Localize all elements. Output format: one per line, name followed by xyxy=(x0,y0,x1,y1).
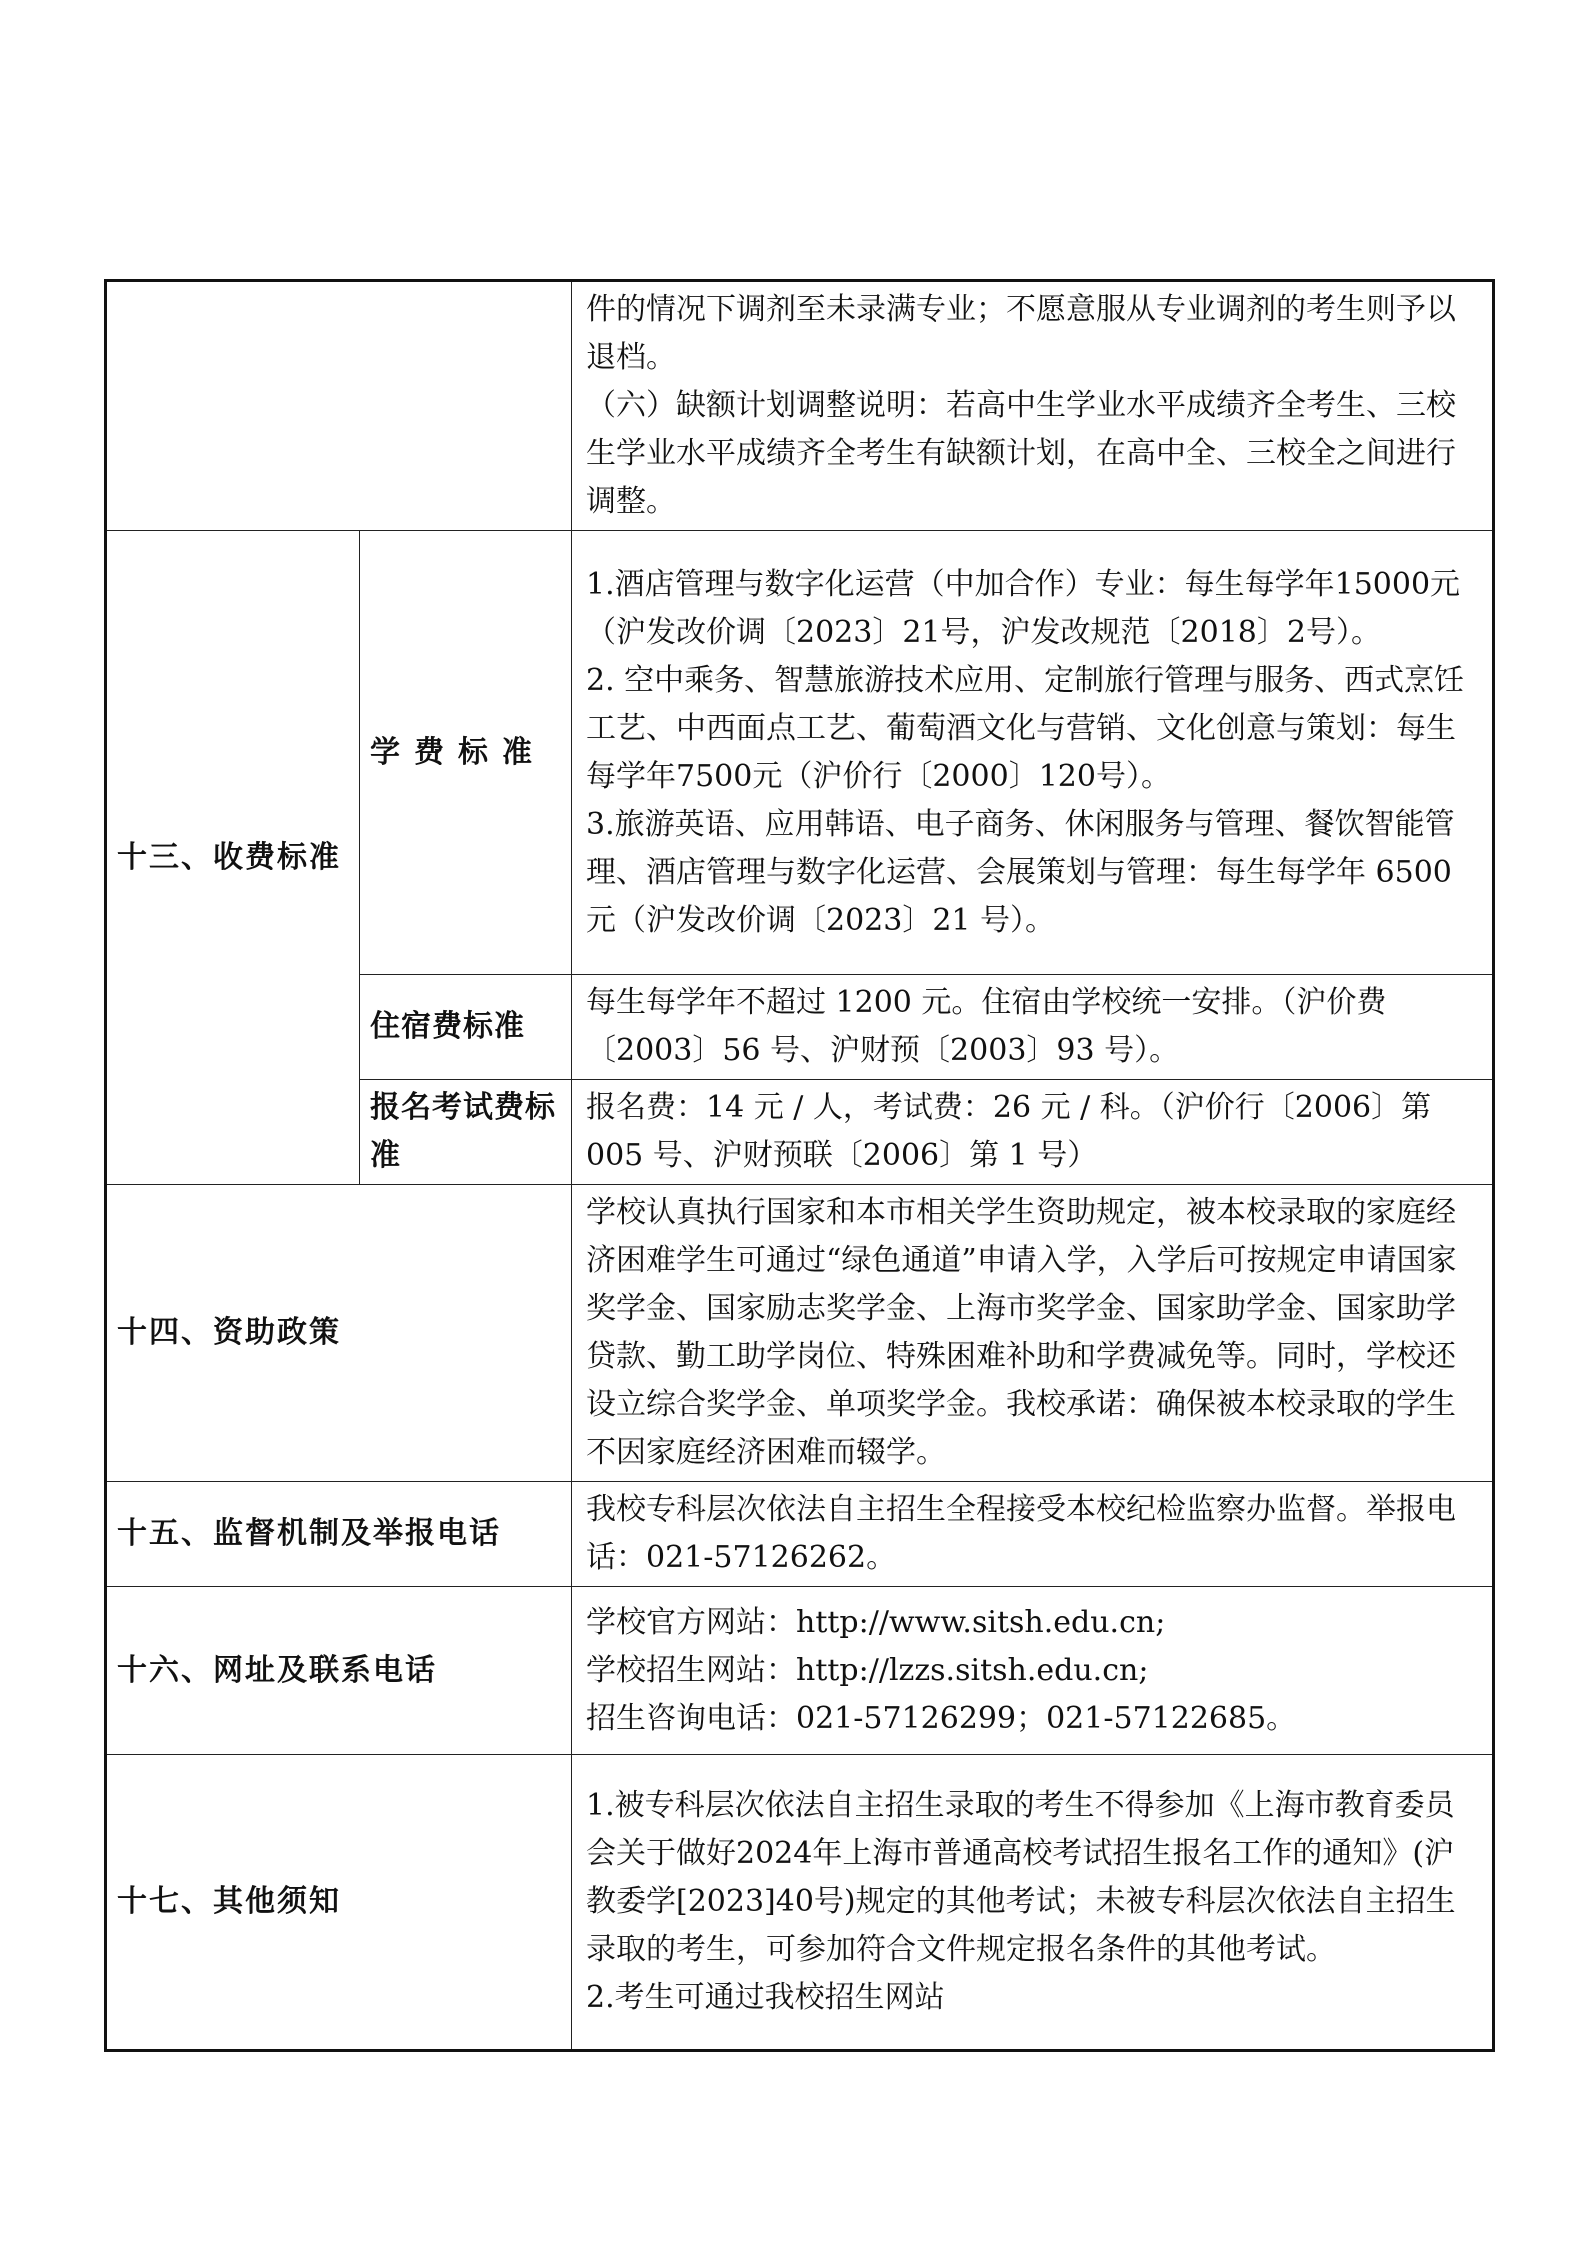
other-notes-content xyxy=(572,1755,1494,2051)
exam-fee-label: 报名考试费标准 xyxy=(360,1080,572,1185)
tuition-content xyxy=(572,531,1494,975)
section-title-supervision: 十五、监督机制及举报电话 xyxy=(106,1482,572,1587)
contact-content xyxy=(572,1587,1494,1755)
financial-aid-content: 学校认真执行国家和本市相关学生资助规定，被本校录取的家庭经济困难学生可通过“绿色通道”申请入学，入学后可按规定申请国家奖学金、国家励志奖学金、上海市奖学金、国家助学金、国家助学贷款、勤工助学岗位、特殊困难补助和学费减免等。同时，学校还设立综合奖学金、单项奖学金。我校承诺：确保被本校录取的学生不因家庭经济困难而辍学。 xyxy=(572,1185,1494,1482)
admissions-website-line: 学校招生网站：http://lzzs.sitsh.edu.cn; xyxy=(586,1652,1149,1688)
supervision-content: 我校专科层次依法自主招生全程接受本校纪检监察办监督。举报电话：021-57126262。 xyxy=(572,1482,1494,1587)
tuition-item-2: 2. 空中乘务、智慧旅游技术应用、定制旅行管理与服务、西式烹饪工艺、中西面点工艺、葡萄酒文化与营销、文化创意与策划：每生每学年7500元（沪价行〔2000〕120号）。 xyxy=(586,662,1465,794)
row-contact xyxy=(106,1587,1494,1755)
lodging-label: 住宿费标准 xyxy=(360,975,572,1080)
row-supervision xyxy=(106,1482,1494,1587)
row-financial-aid xyxy=(106,1185,1494,1482)
tuition-label: 学费标准 xyxy=(360,531,572,975)
admissions-phone-line: 招生咨询电话：021-57126299；021-57122685。 xyxy=(586,1700,1297,1736)
section-title-contact: 十六、网址及联系电话 xyxy=(106,1587,572,1755)
exam-fee-content: 报名费：14 元 / 人，考试费：26 元 / 科。（沪价行〔2006〕第 005 号、沪财预联〔2006〕第 1 号） xyxy=(572,1080,1494,1185)
lodging-content: 每生每学年不超过 1200 元。住宿由学校统一安排。（沪价费〔2003〕56 号、沪财预〔2003〕93 号）。 xyxy=(572,975,1494,1080)
empty-section-cell xyxy=(106,281,572,531)
tuition-item-1: 1.酒店管理与数字化运营（中加合作）专业：每生每学年15000元（沪发改价调〔2023〕21号，沪发改规范〔2018〕2号）。 xyxy=(586,566,1461,650)
row-continuation xyxy=(106,281,1494,531)
continuation-paragraph-1: 件的情况下调剂至未录满专业；不愿意服从专业调剂的考生则予以退档。 xyxy=(586,292,1456,375)
official-website-line: 学校官方网站：http://www.sitsh.edu.cn; xyxy=(586,1604,1166,1640)
row-fees-tuition xyxy=(106,531,1494,975)
other-notes-item-1: 1.被专科层次依法自主招生录取的考生不得参加《上海市教育委员会关于做好2024年上海市普通高校考试招生报名工作的通知》(沪教委学[2023]40号)规定的其他考试；未被专科层次依法自主招生录取的考生，可参加符合文件规定报名条件的其他考试。 xyxy=(586,1788,1456,1967)
continuation-content xyxy=(572,281,1494,531)
other-notes-item-2: 2.考生可通过我校招生网站 xyxy=(586,1980,945,2015)
section-title-fees: 十三、收费标准 xyxy=(106,531,360,1185)
row-other-notes xyxy=(106,1755,1494,2051)
continuation-paragraph-2: （六）缺额计划调整说明：若高中生学业水平成绩齐全考生、三校生学业水平成绩齐全考生有缺额计划，在高中全、三校全之间进行调整。 xyxy=(586,388,1456,519)
tuition-item-3: 3.旅游英语、应用韩语、电子商务、休闲服务与管理、餐饮智能管理、酒店管理与数字化运营、会展策划与管理：每生每学年 6500 元（沪发改价调〔2023〕21 号）。 xyxy=(586,806,1455,938)
section-title-financial-aid: 十四、资助政策 xyxy=(106,1185,572,1482)
enrollment-info-table xyxy=(104,279,1495,2052)
section-title-other-notes: 十七、其他须知 xyxy=(106,1755,572,2051)
